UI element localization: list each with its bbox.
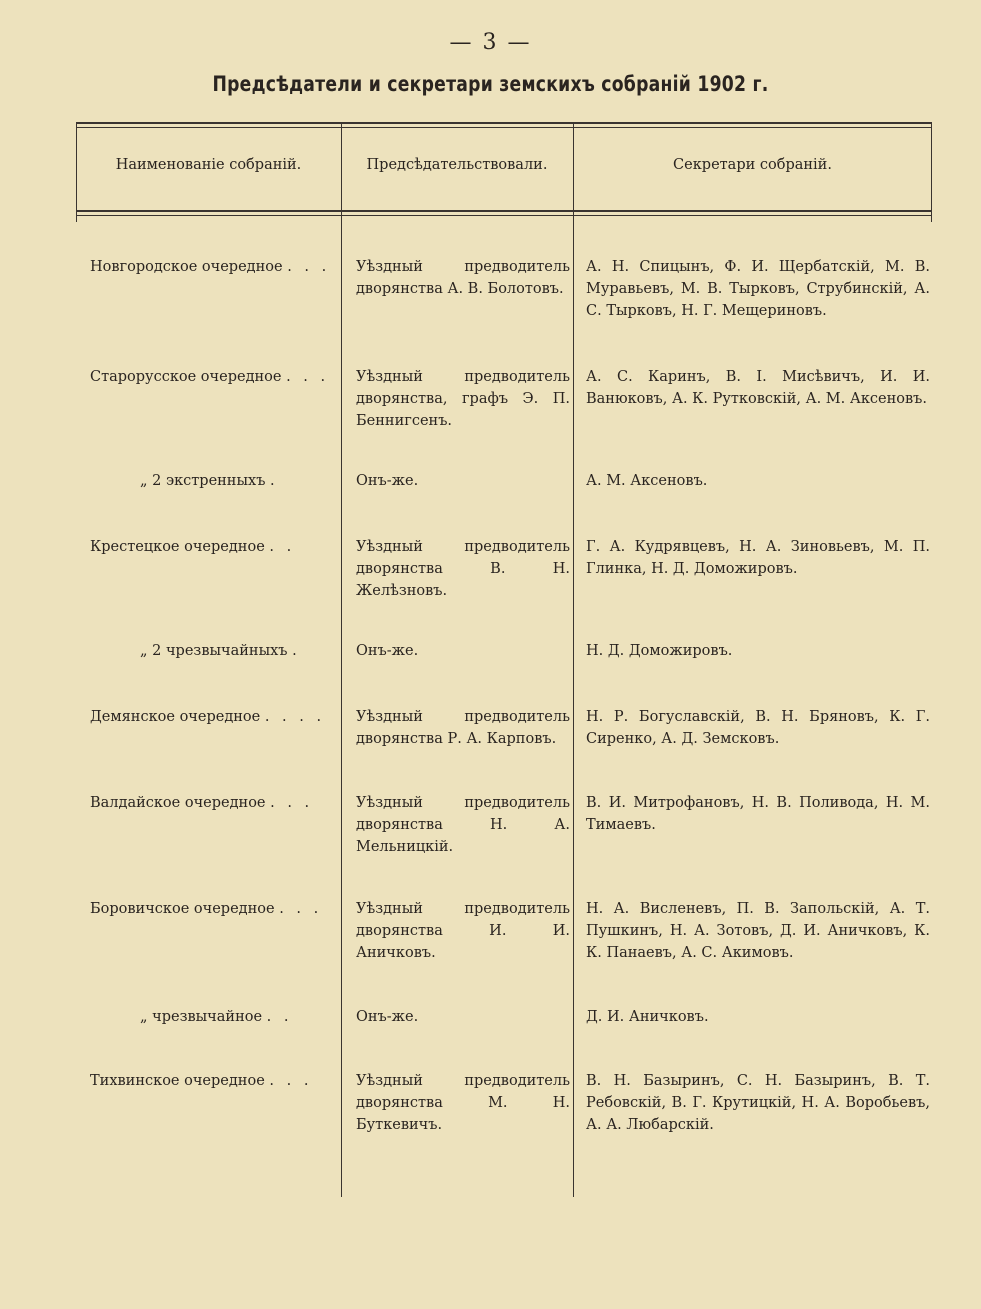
secretaries-cell: А. Н. Спицынъ, Ф. И. Щербатскій, М. В. Муравьевъ, М. В. Тырковъ, Струбинскій, А. С. Тырковъ, Н. Г. Мещериновъ. bbox=[586, 259, 930, 319]
column-header-chair: Предсѣдательствовали. bbox=[366, 157, 548, 173]
assembly-name: „ 2 экстренныхъ . bbox=[140, 473, 279, 489]
chair-cell: Уѣздный предводитель дворянства Р. А. Карповъ. bbox=[356, 709, 570, 747]
assembly-name: „ чрезвычайное . . bbox=[140, 1009, 293, 1025]
column-header-assembly: Наименованіе собраній. bbox=[115, 157, 302, 173]
assembly-name: Старорусское очередное . . . bbox=[90, 369, 330, 385]
assembly-name: Валдайское очередное . . . bbox=[90, 795, 314, 811]
secretaries-cell: В. Н. Базыринъ, С. Н. Базыринъ, В. Т. Ребовскій, В. Г. Крутицкій, Н. А. Воробьевъ, А. А. Любарскій. bbox=[586, 1073, 930, 1133]
table-top-rule-thin bbox=[76, 127, 932, 128]
chair-cell: Онъ-же. bbox=[356, 1009, 419, 1025]
assembly-name: „ 2 чрезвычайныхъ . bbox=[140, 643, 301, 659]
page-title: Предсѣдатели и секретари земскихъ собраній 1902 г. bbox=[212, 72, 769, 96]
header-bottom-rule-thin bbox=[76, 215, 932, 216]
chair-cell: Уѣздный предводитель дворянства М. Н. Буткевичъ. bbox=[356, 1073, 570, 1133]
secretaries-cell: В. И. Митрофановъ, Н. В. Поливода, Н. М. Тимаевъ. bbox=[586, 795, 930, 833]
header-bottom-rule bbox=[76, 210, 932, 212]
chair-cell: Уѣздный предводитель дворянства Н. А. Мельницкій. bbox=[356, 795, 570, 855]
chair-cell: Уѣздный предводитель дворянства, графъ Э. П. Беннигсенъ. bbox=[356, 369, 570, 429]
assembly-name: Демянское очередное . . . . bbox=[90, 709, 326, 725]
chair-cell: Онъ-же. bbox=[356, 473, 419, 489]
chair-cell: Уѣздный предводитель дворянства А. В. Болотовъ. bbox=[356, 259, 570, 297]
secretaries-cell: Н. Р. Богуславскій, В. Н. Бряновъ, К. Г. Сиренко, А. Д. Земсковъ. bbox=[586, 709, 930, 747]
chair-cell: Онъ-же. bbox=[356, 643, 419, 659]
assembly-name: Новгородское очередное . . . bbox=[90, 259, 331, 275]
column-divider-2 bbox=[573, 122, 574, 1197]
assembly-name: Боровичское очередное . . . bbox=[90, 901, 323, 917]
chair-cell: Уѣздный предводитель дворянства И. И. Аничковъ. bbox=[356, 901, 570, 961]
secretaries-cell: Д. И. Аничковъ. bbox=[586, 1009, 709, 1025]
page-number: — 3 — bbox=[449, 30, 532, 55]
secretaries-cell: Н. А. Висленевъ, П. В. Запольскій, А. Т. Пушкинъ, Н. А. Зотовъ, Д. И. Аничковъ, К. К. Панаевъ, А. С. Акимовъ. bbox=[586, 901, 930, 961]
secretaries-cell: Г. А. Кудрявцевъ, Н. А. Зиновьевъ, М. П. Глинка, Н. Д. Доможировъ. bbox=[586, 539, 930, 577]
secretaries-cell: Н. Д. Доможировъ. bbox=[586, 643, 733, 659]
chair-cell: Уѣздный предводитель дворянства В. Н. Желѣзновъ. bbox=[356, 539, 570, 599]
table-top-rule bbox=[76, 122, 932, 124]
assemblies-table bbox=[76, 122, 932, 1197]
secretaries-cell: А. С. Каринъ, В. І. Мисѣвичъ, И. И. Ванюковъ, А. К. Рутковскій, А. М. Аксеновъ. bbox=[586, 369, 930, 407]
assembly-name: Крестецкое очередное . . bbox=[90, 539, 296, 555]
assembly-name: Тихвинское очередное . . . bbox=[90, 1073, 313, 1089]
secretaries-cell: А. М. Аксеновъ. bbox=[586, 473, 708, 489]
column-header-secretaries: Секретари собраній. bbox=[673, 157, 832, 173]
